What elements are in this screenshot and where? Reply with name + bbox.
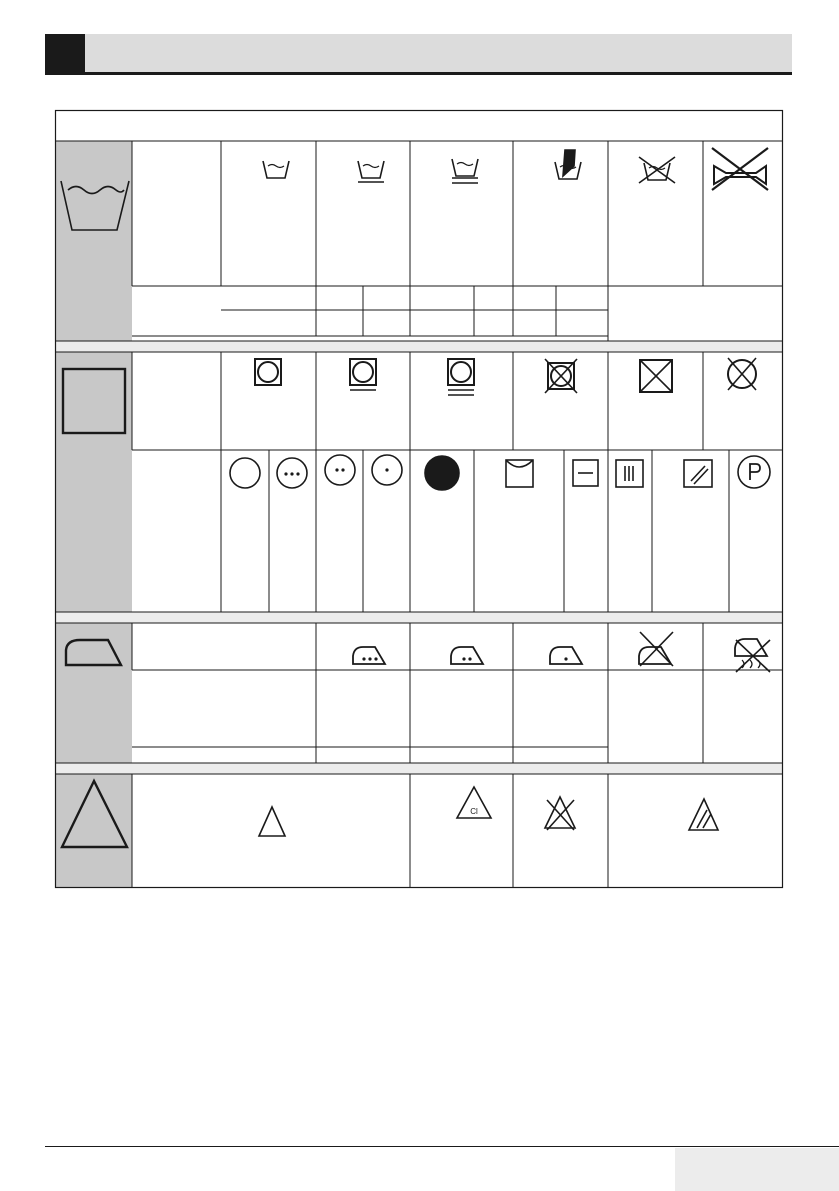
icon-dot (362, 657, 365, 660)
separator-strip (56, 612, 782, 623)
iron-medium-icon (451, 647, 483, 664)
separator-strip (56, 341, 782, 352)
drying-category-cell (56, 352, 132, 612)
dry-flat-icon (573, 460, 598, 486)
icon-dot (468, 657, 471, 660)
icon-stroke (457, 163, 473, 166)
icon-stroke (259, 807, 285, 836)
icon-dot (284, 472, 287, 475)
icon-stroke (230, 458, 260, 488)
circle-icon (230, 458, 260, 488)
icon-stroke (263, 161, 289, 178)
do-not-tumble-dry-icon (545, 359, 577, 393)
icon-stroke (689, 799, 718, 830)
non-chlorine-bleach-icon (689, 799, 718, 830)
icon-stroke (258, 362, 278, 382)
icon-stroke (353, 362, 373, 382)
icon-dot (290, 472, 293, 475)
tumble-dry-icon (255, 359, 281, 385)
filled-circle-icon (425, 456, 459, 490)
care-icons (61, 148, 770, 847)
icon-stroke (363, 165, 379, 168)
do-not-dry-clean-icon (728, 358, 756, 390)
do-not-wring-icon (712, 148, 768, 190)
icon-stroke (750, 464, 760, 480)
wash-30-gentle-icon (358, 161, 384, 182)
circle-one-dot-icon (372, 455, 402, 485)
icon-dot (564, 657, 567, 660)
icon-stroke (452, 159, 478, 176)
bleach-chlorine-text (470, 807, 478, 816)
wash-30-icon (263, 161, 289, 178)
iron-low-icon (550, 647, 582, 664)
icon-stroke (325, 455, 355, 485)
icon-dot (462, 657, 465, 660)
icon-dot (374, 657, 377, 660)
do-not-steam-icon (735, 639, 770, 672)
icon-stroke (451, 647, 483, 664)
dry-in-shade-icon (684, 460, 712, 487)
icon-stroke (506, 460, 533, 467)
separator-strip (56, 763, 782, 774)
do-not-dry-icon (640, 360, 672, 392)
icon-dot (368, 657, 371, 660)
tumble-dry-gentle-icon (350, 359, 376, 390)
dry-clean-p-icon (738, 456, 770, 488)
icon-letters: Cl (470, 807, 478, 816)
icon-stroke (268, 165, 284, 168)
icon-dot (296, 472, 299, 475)
icon-stroke (425, 456, 459, 490)
icon-dot (335, 468, 338, 471)
icon-stroke (451, 362, 471, 382)
bleaching-category-cell (56, 774, 132, 887)
bleach-any-icon (259, 807, 285, 836)
icon-stroke (358, 161, 384, 178)
line-dry-icon (506, 460, 533, 487)
icon-dot (341, 468, 344, 471)
icon-stroke (550, 647, 582, 664)
wash-30-very-gentle-icon (452, 159, 478, 183)
do-not-iron-icon (639, 632, 673, 666)
icon-dot (385, 468, 388, 471)
circle-three-dots-icon (277, 458, 307, 488)
circle-two-dots-icon (325, 455, 355, 485)
icon-stroke (353, 647, 385, 664)
do-not-bleach-icon (545, 797, 575, 830)
tumble-dry-very-gentle-icon (448, 359, 474, 395)
drip-dry-icon (616, 460, 643, 487)
do-not-wash-icon (639, 157, 675, 183)
iron-high-icon (353, 647, 385, 664)
icon-stroke (697, 810, 707, 828)
hand-wash-icon (555, 150, 581, 179)
icon-stroke (563, 150, 575, 176)
washing-category-cell (56, 141, 132, 341)
